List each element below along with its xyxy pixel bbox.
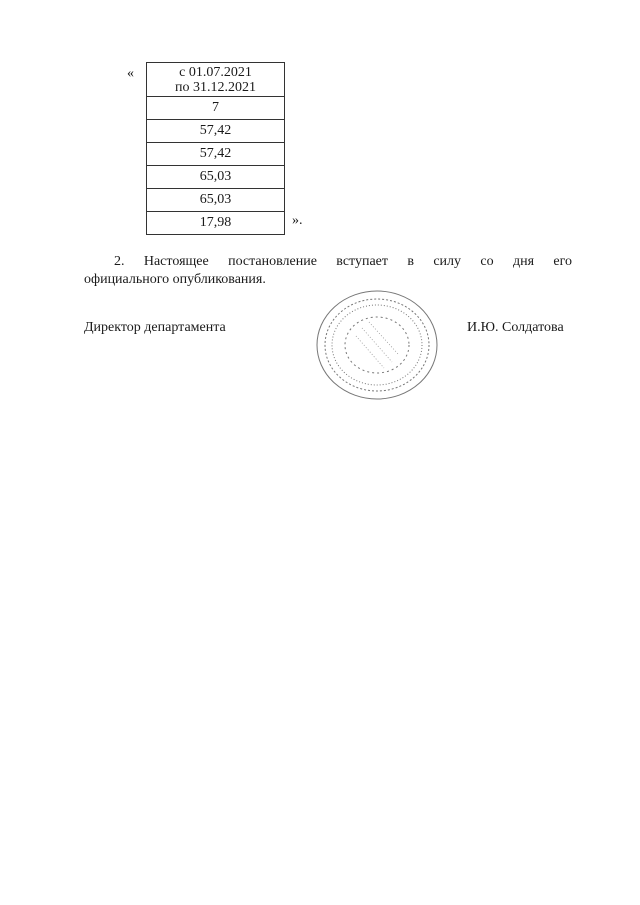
table-row <box>147 120 285 143</box>
paragraph-line-1: 2. Настоящее постановление вступает в силу со дня его <box>114 254 572 269</box>
signatory-role: Директор департамента <box>84 320 226 335</box>
values-table <box>146 62 285 235</box>
period-start: с 01.07.2021 <box>179 65 252 80</box>
signatory-name: И.Ю. Солдатова <box>467 320 564 335</box>
table-row <box>147 212 285 235</box>
paragraph-line-2: официального опубликования. <box>84 272 266 287</box>
table-row <box>147 189 285 212</box>
official-seal-stamp <box>314 288 440 402</box>
table-cell: 57,42 <box>147 120 285 143</box>
closing-quote: ». <box>292 213 303 228</box>
table-cell: 7 <box>147 97 285 120</box>
table-row <box>147 97 285 120</box>
opening-quote: « <box>127 66 134 81</box>
table-cell: 17,98 <box>147 212 285 235</box>
table-cell: 57,42 <box>147 143 285 166</box>
period-end: по 31.12.2021 <box>175 80 256 95</box>
table-cell: 65,03 <box>147 189 285 212</box>
table-row <box>147 63 285 97</box>
period-cell <box>147 63 285 97</box>
table-cell: 65,03 <box>147 166 285 189</box>
table-row <box>147 143 285 166</box>
effective-date-paragraph <box>84 253 572 289</box>
table-row <box>147 166 285 189</box>
